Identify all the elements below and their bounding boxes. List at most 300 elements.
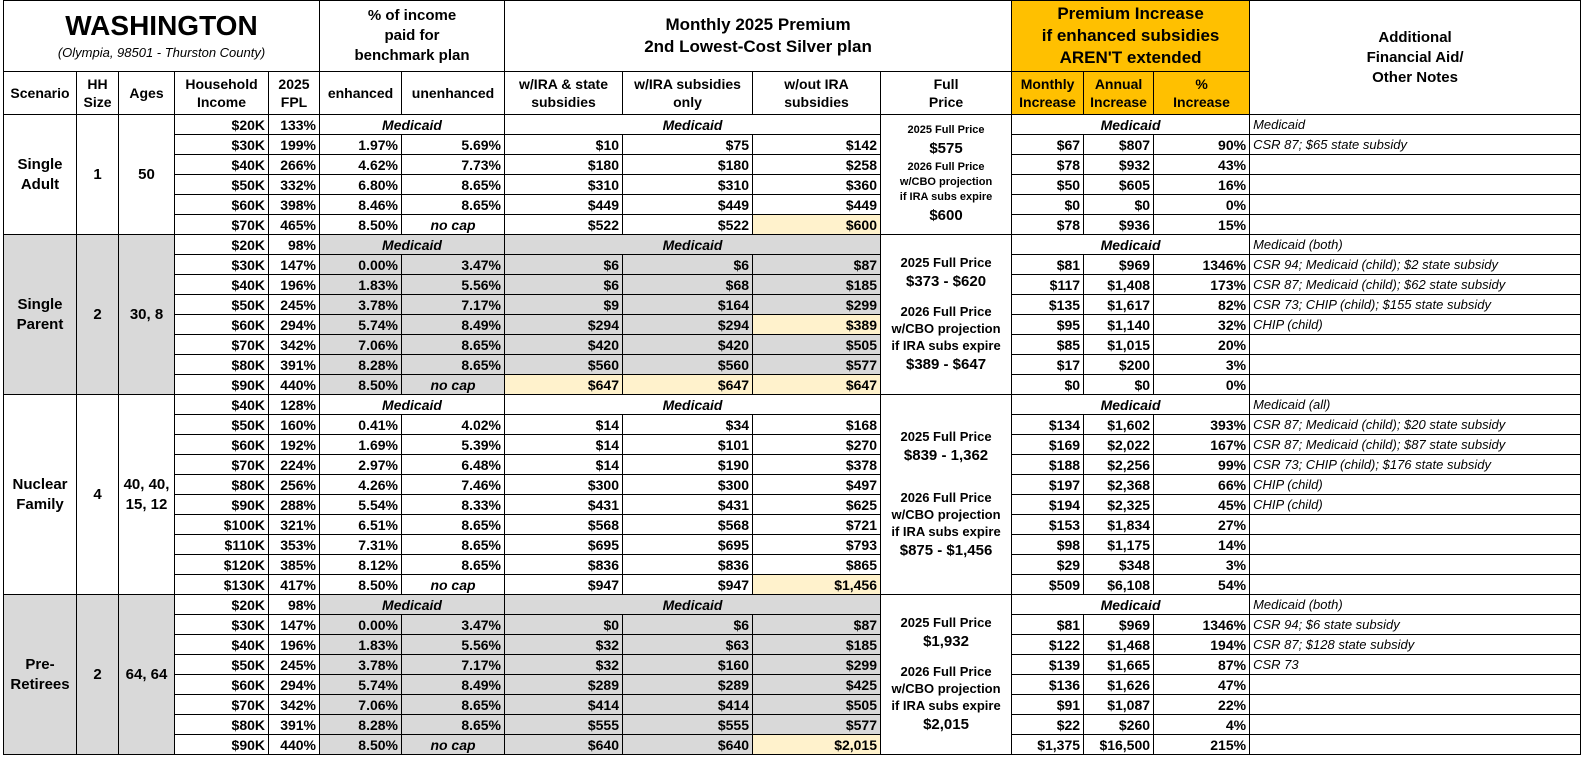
scenario-label: Single — [17, 295, 63, 313]
income-cell: $70K — [175, 455, 269, 475]
pct-increase-cell: 66% — [1154, 475, 1250, 495]
fpl-cell: 147% — [269, 615, 320, 635]
notes-cell — [1250, 175, 1581, 195]
table-row — [4, 155, 1581, 175]
medicaid-cell: Medicaid — [320, 395, 505, 415]
col-annual-increase: Annual Increase — [1084, 72, 1154, 115]
enhanced-pct-cell: 0.41% — [320, 415, 402, 435]
premium-ira-only-cell: $289 — [623, 675, 753, 695]
unenhanced-pct-cell: no cap — [402, 575, 505, 595]
full-price-2026-label: if IRA subs expire — [899, 190, 993, 203]
pct-increase-cell: 32% — [1154, 315, 1250, 335]
table-row — [4, 395, 1581, 415]
scenario-cell — [4, 595, 77, 755]
annual-increase-cell: $1,175 — [1084, 535, 1154, 555]
pct-increase-cell: 0% — [1154, 375, 1250, 395]
table-body — [4, 115, 1581, 755]
medicaid-cell: Medicaid — [1012, 595, 1250, 615]
monthly-increase-cell: $0 — [1012, 375, 1084, 395]
pct-increase-cell: 3% — [1154, 355, 1250, 375]
premium-ira-only-cell: $647 — [623, 375, 753, 395]
medicaid-cell: Medicaid — [320, 115, 505, 135]
monthly-increase-cell: $91 — [1012, 695, 1084, 715]
income-cell: $70K — [175, 215, 269, 235]
fpl-cell: 391% — [269, 355, 320, 375]
enhanced-pct-cell: 8.50% — [320, 375, 402, 395]
premium-ira-state-cell: $836 — [505, 555, 623, 575]
premium-no-ira-cell: $505 — [753, 695, 881, 715]
premium-ira-state-cell: $32 — [505, 635, 623, 655]
premium-ira-state-cell: $14 — [505, 415, 623, 435]
enhanced-pct-cell: 1.83% — [320, 275, 402, 295]
full-price-2026-label: 2026 Full Price — [907, 160, 985, 173]
annual-increase-cell: $6,108 — [1084, 575, 1154, 595]
premium-ira-state-cell: $449 — [505, 195, 623, 215]
enhanced-pct-cell: 1.97% — [320, 135, 402, 155]
income-cell: $50K — [175, 415, 269, 435]
hh-size-cell: 2 — [77, 235, 119, 395]
monthly-increase-cell: $17 — [1012, 355, 1084, 375]
fpl-cell: 342% — [269, 695, 320, 715]
table-row — [4, 655, 1581, 675]
scenario-label: Adult — [20, 175, 60, 193]
notes-cell: CHIP (child) — [1250, 315, 1581, 335]
pct-increase-cell: 4% — [1154, 715, 1250, 735]
fpl-cell: 256% — [269, 475, 320, 495]
pct-increase-cell: 194% — [1154, 635, 1250, 655]
notes-cell: CSR 87; Medicaid (child); $87 state subsidy — [1250, 435, 1581, 455]
monthly-increase-cell: $188 — [1012, 455, 1084, 475]
notes-cell — [1250, 195, 1581, 215]
premium-no-ira-cell: $577 — [753, 355, 881, 375]
scenario-label: Family — [16, 495, 64, 513]
table-row — [4, 675, 1581, 695]
fpl-cell: 245% — [269, 655, 320, 675]
table-row — [4, 335, 1581, 355]
pct-increase-cell: 82% — [1154, 295, 1250, 315]
annual-increase-cell: $0 — [1084, 375, 1154, 395]
unenhanced-pct-cell: 8.49% — [402, 315, 505, 335]
notes-cell — [1250, 355, 1581, 375]
premium-ira-only-cell: $836 — [623, 555, 753, 575]
table-row — [4, 215, 1581, 235]
annual-increase-cell: $260 — [1084, 715, 1154, 735]
premium-no-ira-cell: $87 — [753, 615, 881, 635]
hh-size-cell: 1 — [77, 115, 119, 235]
premium-ira-state-cell: $0 — [505, 615, 623, 635]
annual-increase-cell: $1,602 — [1084, 415, 1154, 435]
unenhanced-pct-cell: 7.73% — [402, 155, 505, 175]
premium-no-ira-cell: $168 — [753, 415, 881, 435]
col-no-ira: w/out IRA subsidies — [753, 72, 881, 115]
premium-no-ira-cell: $505 — [753, 335, 881, 355]
pct-increase-cell: 90% — [1154, 135, 1250, 155]
premium-ira-only-cell: $101 — [623, 435, 753, 455]
premium-no-ira-cell: $299 — [753, 295, 881, 315]
unenhanced-pct-cell: 8.65% — [402, 515, 505, 535]
income-cell: $20K — [175, 115, 269, 135]
premium-ira-state-cell: $6 — [505, 255, 623, 275]
notes-cell: Medicaid (both) — [1250, 235, 1581, 255]
annual-increase-cell: $807 — [1084, 135, 1154, 155]
col-monthly-increase: Monthly Increase — [1012, 72, 1084, 115]
notes-cell: CHIP (child) — [1250, 475, 1581, 495]
table-row — [4, 415, 1581, 435]
premium-ira-state-cell: $310 — [505, 175, 623, 195]
monthly-increase-cell: $22 — [1012, 715, 1084, 735]
premium-ira-only-cell: $63 — [623, 635, 753, 655]
premium-ira-state-cell: $555 — [505, 715, 623, 735]
premium-ira-only-cell: $522 — [623, 215, 753, 235]
table-row — [4, 375, 1581, 395]
col-ages: Ages — [119, 72, 175, 115]
unenhanced-pct-cell: 8.33% — [402, 495, 505, 515]
fpl-cell: 192% — [269, 435, 320, 455]
medicaid-cell: Medicaid — [1012, 115, 1250, 135]
income-cell: $50K — [175, 655, 269, 675]
income-cell: $80K — [175, 475, 269, 495]
income-cell: $80K — [175, 355, 269, 375]
premium-no-ira-cell: $389 — [753, 315, 881, 335]
annual-increase-cell: $2,256 — [1084, 455, 1154, 475]
income-cell: $30K — [175, 255, 269, 275]
annual-increase-cell: $969 — [1084, 615, 1154, 635]
table-row — [4, 495, 1581, 515]
pct-increase-cell: 0% — [1154, 195, 1250, 215]
premium-ira-only-cell: $75 — [623, 135, 753, 155]
unenhanced-pct-cell: 8.65% — [402, 175, 505, 195]
income-cell: $100K — [175, 515, 269, 535]
medicaid-cell: Medicaid — [1012, 395, 1250, 415]
pct-increase-cell: 43% — [1154, 155, 1250, 175]
table-row — [4, 735, 1581, 755]
notes-cell: Medicaid — [1250, 115, 1581, 135]
premium-ira-only-cell: $310 — [623, 175, 753, 195]
fpl-cell: 196% — [269, 275, 320, 295]
notes-cell — [1250, 215, 1581, 235]
premium-ira-state-cell: $522 — [505, 215, 623, 235]
notes-cell — [1250, 155, 1581, 175]
pct-increase-cell: 27% — [1154, 515, 1250, 535]
col-income: Household Income — [175, 72, 269, 115]
premium-ira-state-cell: $695 — [505, 535, 623, 555]
premium-no-ira-cell: $360 — [753, 175, 881, 195]
enhanced-pct-cell: 8.50% — [320, 735, 402, 755]
notes-cell: CSR 73 — [1250, 655, 1581, 675]
premium-ira-state-cell: $289 — [505, 675, 623, 695]
premium-no-ira-cell: $87 — [753, 255, 881, 275]
monthly-increase-cell: $50 — [1012, 175, 1084, 195]
monthly-increase-cell: $1,375 — [1012, 735, 1084, 755]
monthly-increase-cell: $95 — [1012, 315, 1084, 335]
notes-cell — [1250, 675, 1581, 695]
table-row — [4, 515, 1581, 535]
unenhanced-pct-cell: 8.65% — [402, 335, 505, 355]
pct-increase-cell: 22% — [1154, 695, 1250, 715]
annual-increase-cell: $1,408 — [1084, 275, 1154, 295]
annual-increase-cell: $936 — [1084, 215, 1154, 235]
pct-increase-cell: 167% — [1154, 435, 1250, 455]
table-row — [4, 435, 1581, 455]
full-price-2026-label: 2026 Full Price — [900, 489, 992, 505]
scenario-cell — [4, 115, 77, 235]
fpl-cell: 98% — [269, 595, 320, 615]
annual-increase-cell: $969 — [1084, 255, 1154, 275]
income-cell: $60K — [175, 435, 269, 455]
monthly-increase-cell: $117 — [1012, 275, 1084, 295]
notes-cell — [1250, 375, 1581, 395]
notes-cell — [1250, 715, 1581, 735]
income-cell: $40K — [175, 155, 269, 175]
fpl-cell: 128% — [269, 395, 320, 415]
premium-no-ira-cell: $258 — [753, 155, 881, 175]
col-full-price: Full Price — [881, 72, 1012, 115]
premium-no-ira-cell: $2,015 — [753, 735, 881, 755]
table-row — [4, 455, 1581, 475]
premium-ira-state-cell: $300 — [505, 475, 623, 495]
full-price-2026-label: if IRA subs expire — [891, 697, 1001, 713]
pct-increase-cell: 15% — [1154, 215, 1250, 235]
pct-increase-cell: 54% — [1154, 575, 1250, 595]
fpl-cell: 342% — [269, 335, 320, 355]
full-price-2025-label: 2025 Full Price — [900, 254, 992, 270]
income-cell: $110K — [175, 535, 269, 555]
income-cell: $40K — [175, 395, 269, 415]
full-price-cell — [881, 395, 1012, 595]
income-cell: $60K — [175, 675, 269, 695]
fpl-cell: 391% — [269, 715, 320, 735]
pct-increase-cell: 45% — [1154, 495, 1250, 515]
fpl-cell: 199% — [269, 135, 320, 155]
notes-cell — [1250, 695, 1581, 715]
medicaid-cell: Medicaid — [505, 595, 881, 615]
unenhanced-pct-cell: 3.47% — [402, 255, 505, 275]
annual-increase-cell: $200 — [1084, 355, 1154, 375]
col-unenhanced: unenhanced — [402, 72, 505, 115]
unenhanced-pct-cell: 8.65% — [402, 715, 505, 735]
premium-ira-state-cell: $294 — [505, 315, 623, 335]
premium-ira-state-cell: $180 — [505, 155, 623, 175]
premium-ira-state-cell: $10 — [505, 135, 623, 155]
premium-ira-only-cell: $6 — [623, 255, 753, 275]
unenhanced-pct-cell: 5.56% — [402, 635, 505, 655]
table-row — [4, 715, 1581, 735]
enhanced-pct-cell: 1.83% — [320, 635, 402, 655]
scenario-cell — [4, 395, 77, 595]
monthly-increase-cell: $81 — [1012, 255, 1084, 275]
scenario-label: Nuclear — [12, 475, 68, 493]
pct-increase-cell: 16% — [1154, 175, 1250, 195]
income-cell: $80K — [175, 715, 269, 735]
income-cell: $50K — [175, 175, 269, 195]
ages-cell — [119, 115, 175, 235]
aca-premium-table — [3, 0, 1581, 755]
premium-no-ira-cell: $378 — [753, 455, 881, 475]
notes-cell: CSR 87; Medicaid (child); $62 state subsidy — [1250, 275, 1581, 295]
income-cell: $50K — [175, 295, 269, 315]
enhanced-pct-cell: 5.54% — [320, 495, 402, 515]
ages-cell — [119, 595, 175, 755]
premium-ira-state-cell: $14 — [505, 455, 623, 475]
premium-ira-state-cell: $32 — [505, 655, 623, 675]
enhanced-pct-cell: 8.28% — [320, 715, 402, 735]
notes-cell: CSR 73; CHIP (child); $176 state subsidy — [1250, 455, 1581, 475]
medicaid-cell: Medicaid — [505, 395, 881, 415]
premium-no-ira-cell: $449 — [753, 195, 881, 215]
state-title: WASHINGTON — [65, 10, 258, 41]
notes-cell: CHIP (child) — [1250, 495, 1581, 515]
income-cell: $30K — [175, 135, 269, 155]
fpl-cell: 245% — [269, 295, 320, 315]
fpl-cell: 224% — [269, 455, 320, 475]
premium-no-ira-cell: $793 — [753, 535, 881, 555]
premium-ira-state-cell: $640 — [505, 735, 623, 755]
hh-size-cell: 4 — [77, 395, 119, 595]
enhanced-pct-cell: 5.74% — [320, 675, 402, 695]
ages-label: 15, 12 — [125, 495, 168, 513]
full-price-2025-label: 2025 Full Price — [900, 614, 992, 630]
scenario-cell — [4, 235, 77, 395]
table-row — [4, 575, 1581, 595]
premium-ira-only-cell: $300 — [623, 475, 753, 495]
fpl-cell: 440% — [269, 735, 320, 755]
scenario-label: Pre- — [25, 655, 55, 673]
enhanced-pct-cell: 6.51% — [320, 515, 402, 535]
premium-ira-only-cell: $640 — [623, 735, 753, 755]
premium-ira-state-cell: $414 — [505, 695, 623, 715]
premium-ira-only-cell: $68 — [623, 275, 753, 295]
notes-cell: CSR 94; Medicaid (child); $2 state subsidy — [1250, 255, 1581, 275]
notes-cell: CSR 87; Medicaid (child); $20 state subsidy — [1250, 415, 1581, 435]
notes-header: Additional Financial Aid/ Other Notes — [1250, 1, 1581, 115]
medicaid-cell: Medicaid — [320, 595, 505, 615]
table-row — [4, 635, 1581, 655]
fpl-cell: 440% — [269, 375, 320, 395]
scenario-label: Parent — [16, 315, 64, 333]
notes-cell — [1250, 555, 1581, 575]
premium-ira-state-cell: $431 — [505, 495, 623, 515]
premium-header: Monthly 2025 Premium 2nd Lowest-Cost Silver plan — [505, 1, 1012, 72]
premium-no-ira-cell: $577 — [753, 715, 881, 735]
income-cell: $40K — [175, 635, 269, 655]
income-cell: $90K — [175, 735, 269, 755]
premium-ira-state-cell: $6 — [505, 275, 623, 295]
premium-ira-only-cell: $695 — [623, 535, 753, 555]
fpl-cell: 385% — [269, 555, 320, 575]
unenhanced-pct-cell: 5.69% — [402, 135, 505, 155]
fpl-cell: 398% — [269, 195, 320, 215]
enhanced-pct-cell: 5.74% — [320, 315, 402, 335]
premium-ira-state-cell: $14 — [505, 435, 623, 455]
full-price-2026-label: w/CBO projection — [891, 680, 1001, 696]
income-cell: $60K — [175, 315, 269, 335]
premium-ira-only-cell: $449 — [623, 195, 753, 215]
annual-increase-cell: $2,325 — [1084, 495, 1154, 515]
monthly-increase-cell: $153 — [1012, 515, 1084, 535]
pct-increase-cell: 1346% — [1154, 255, 1250, 275]
income-cell: $20K — [175, 595, 269, 615]
annual-increase-cell: $1,665 — [1084, 655, 1154, 675]
unenhanced-pct-cell: 7.46% — [402, 475, 505, 495]
premium-ira-only-cell: $6 — [623, 615, 753, 635]
unenhanced-pct-cell: 8.65% — [402, 555, 505, 575]
premium-no-ira-cell: $185 — [753, 275, 881, 295]
enhanced-pct-cell: 2.97% — [320, 455, 402, 475]
monthly-increase-cell: $0 — [1012, 195, 1084, 215]
unenhanced-pct-cell: 8.65% — [402, 195, 505, 215]
premium-ira-only-cell: $420 — [623, 335, 753, 355]
fpl-cell: 160% — [269, 415, 320, 435]
income-cell: $90K — [175, 495, 269, 515]
pct-increase-cell: 20% — [1154, 335, 1250, 355]
full-price-2026-label: w/CBO projection — [891, 320, 1001, 336]
fpl-cell: 266% — [269, 155, 320, 175]
enhanced-pct-cell: 0.00% — [320, 255, 402, 275]
fpl-cell: 321% — [269, 515, 320, 535]
full-price-2025-value: $839 - 1,362 — [903, 446, 989, 464]
pct-increase-cell: 47% — [1154, 675, 1250, 695]
annual-increase-cell: $2,368 — [1084, 475, 1154, 495]
table-row — [4, 295, 1581, 315]
enhanced-pct-cell: 3.78% — [320, 295, 402, 315]
annual-increase-cell: $1,468 — [1084, 635, 1154, 655]
annual-increase-cell: $1,834 — [1084, 515, 1154, 535]
ages-cell — [119, 395, 175, 595]
premium-ira-only-cell: $414 — [623, 695, 753, 715]
premium-no-ira-cell: $425 — [753, 675, 881, 695]
fpl-cell: 288% — [269, 495, 320, 515]
premium-ira-only-cell: $555 — [623, 715, 753, 735]
monthly-increase-cell: $98 — [1012, 535, 1084, 555]
full-price-cell — [881, 115, 1012, 235]
full-price-2025-label: 2025 Full Price — [907, 123, 985, 136]
full-price-2025-value: $1,932 — [923, 632, 969, 650]
premium-ira-only-cell: $568 — [623, 515, 753, 535]
fpl-cell: 133% — [269, 115, 320, 135]
state-title-cell — [4, 1, 320, 72]
premium-no-ira-cell: $647 — [753, 375, 881, 395]
table-row — [4, 315, 1581, 335]
unenhanced-pct-cell: no cap — [402, 215, 505, 235]
medicaid-cell: Medicaid — [505, 235, 881, 255]
premium-ira-state-cell: $9 — [505, 295, 623, 315]
annual-increase-cell: $1,617 — [1084, 295, 1154, 315]
fpl-cell: 332% — [269, 175, 320, 195]
monthly-increase-cell: $122 — [1012, 635, 1084, 655]
premium-no-ira-cell: $1,456 — [753, 575, 881, 595]
table-row — [4, 135, 1581, 155]
enhanced-pct-cell: 7.06% — [320, 695, 402, 715]
notes-cell — [1250, 535, 1581, 555]
annual-increase-cell: $932 — [1084, 155, 1154, 175]
monthly-increase-cell: $81 — [1012, 615, 1084, 635]
notes-cell — [1250, 735, 1581, 755]
pct-increase-cell: 3% — [1154, 555, 1250, 575]
premium-ira-only-cell: $34 — [623, 415, 753, 435]
fpl-cell: 196% — [269, 635, 320, 655]
monthly-increase-cell: $136 — [1012, 675, 1084, 695]
full-price-2026-label: if IRA subs expire — [891, 337, 1001, 353]
col-scenario: Scenario — [4, 72, 77, 115]
income-cell: $20K — [175, 235, 269, 255]
col-fpl: 2025 FPL — [269, 72, 320, 115]
unenhanced-pct-cell: 3.47% — [402, 615, 505, 635]
full-price-2026-value: $2,015 — [923, 715, 969, 733]
full-price-2025-value: $373 - $620 — [905, 272, 987, 290]
fpl-cell: 98% — [269, 235, 320, 255]
notes-cell: Medicaid (both) — [1250, 595, 1581, 615]
col-ira-only: w/IRA subsidies only — [623, 72, 753, 115]
